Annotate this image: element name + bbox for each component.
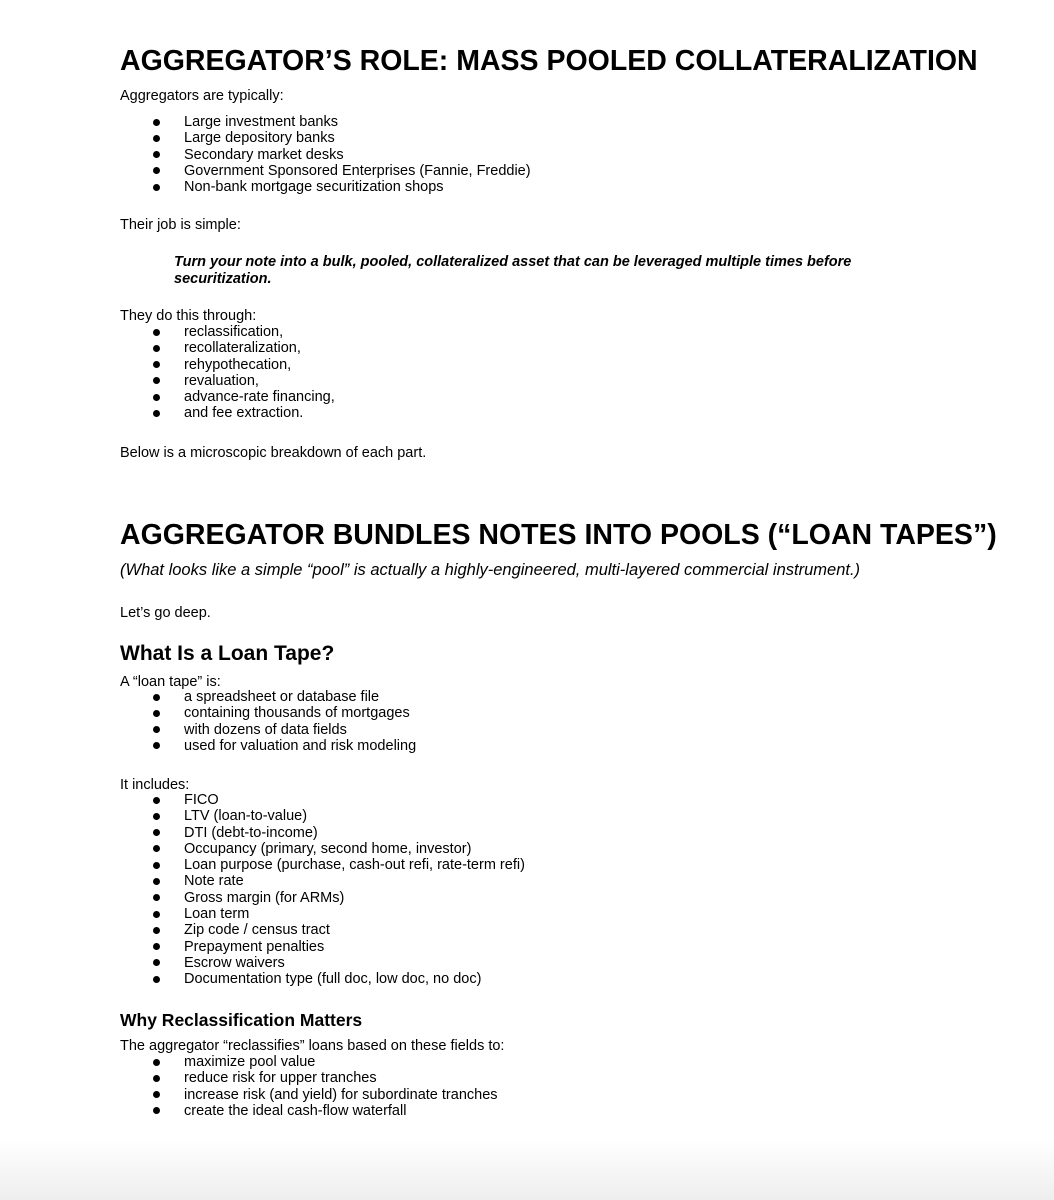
bullet-icon (153, 694, 160, 701)
list-item: rehypothecation, (120, 357, 335, 373)
bullet-icon (153, 710, 160, 717)
bullet-icon (153, 135, 160, 142)
bullet-icon (153, 167, 160, 174)
list-item: Loan term (120, 906, 525, 922)
list-item: reclassification, (120, 324, 335, 340)
bullet-icon (153, 394, 160, 401)
list-item: reduce risk for upper tranches (120, 1070, 498, 1086)
list-item: Large depository banks (120, 130, 531, 146)
list-item: Note rate (120, 873, 525, 889)
bullet-icon (153, 829, 160, 836)
list-item: Large investment banks (120, 114, 531, 130)
reclassification-goals-list (120, 1054, 498, 1119)
list-item: FICO (120, 792, 525, 808)
section-heading-aggregator-role: AGGREGATOR’S ROLE: MASS POOLED COLLATERALIZATION (120, 45, 978, 77)
list-item: a spreadsheet or database file (120, 689, 416, 705)
bullet-icon (153, 726, 160, 733)
bullet-icon (153, 976, 160, 983)
loan-tape-intro: A “loan tape” is: (120, 674, 221, 690)
list-item: create the ideal cash-flow waterfall (120, 1103, 498, 1119)
aggregators-intro: Aggregators are typically: (120, 88, 284, 104)
bullet-icon (153, 943, 160, 950)
bullet-icon (153, 410, 160, 417)
section-subtitle: (What looks like a simple “pool” is actually a highly-engineered, multi-layered commercial instrument.) (120, 561, 861, 579)
bullet-icon (153, 1091, 160, 1098)
bullet-icon (153, 862, 160, 869)
methods-intro: They do this through: (120, 308, 257, 324)
list-item: advance-rate financing, (120, 389, 335, 405)
list-item: Non-bank mortgage securitization shops (120, 179, 531, 195)
bullet-icon (153, 894, 160, 901)
bullet-icon (153, 797, 160, 804)
page-bottom-shadow (0, 1140, 1054, 1200)
list-item: Documentation type (full doc, low doc, no doc) (120, 971, 525, 987)
job-intro: Their job is simple: (120, 217, 241, 233)
bullet-icon (153, 1107, 160, 1114)
bullet-icon (153, 1075, 160, 1082)
loan-tape-definition-list (120, 689, 416, 754)
list-item: used for valuation and risk modeling (120, 738, 416, 754)
loan-tape-fields-list (120, 792, 525, 988)
bullet-icon (153, 959, 160, 966)
bullet-icon (153, 329, 160, 336)
list-item: DTI (debt-to-income) (120, 825, 525, 841)
list-item: Secondary market desks (120, 147, 531, 163)
list-item: Gross margin (for ARMs) (120, 890, 525, 906)
methods-list (120, 324, 335, 422)
heading-what-is-loan-tape: What Is a Loan Tape? (120, 642, 335, 665)
list-item: Government Sponsored Enterprises (Fannie, Freddie) (120, 163, 531, 179)
list-item: LTV (loan-to-value) (120, 808, 525, 824)
breakdown-outro: Below is a microscopic breakdown of each part. (120, 445, 427, 461)
bullet-icon (153, 345, 160, 352)
bullet-icon (153, 119, 160, 126)
list-item: Zip code / census tract (120, 922, 525, 938)
bullet-icon (153, 813, 160, 820)
lead-text: Let’s go deep. (120, 605, 211, 621)
list-item: containing thousands of mortgages (120, 705, 416, 721)
list-item: revaluation, (120, 373, 335, 389)
section-heading-loan-tapes: AGGREGATOR BUNDLES NOTES INTO POOLS (“LOAN TAPES”) (120, 519, 997, 551)
job-quote: Turn your note into a bulk, pooled, collateralized asset that can be leveraged multiple times before securitization. (174, 254, 852, 287)
bullet-icon (153, 151, 160, 158)
list-item: Prepayment penalties (120, 939, 525, 955)
list-item: recollateralization, (120, 340, 335, 356)
bullet-icon (153, 184, 160, 191)
bullet-icon (153, 911, 160, 918)
heading-why-reclassification: Why Reclassification Matters (120, 1010, 363, 1030)
bullet-icon (153, 377, 160, 384)
bullet-icon (153, 845, 160, 852)
aggregator-types-list (120, 114, 531, 195)
bullet-icon (153, 361, 160, 368)
bullet-icon (153, 927, 160, 934)
bullet-icon (153, 742, 160, 749)
list-item: with dozens of data fields (120, 722, 416, 738)
list-item: increase risk (and yield) for subordinate tranches (120, 1087, 498, 1103)
bullet-icon (153, 1059, 160, 1066)
reclassification-intro: The aggregator “reclassifies” loans based on these fields to: (120, 1038, 505, 1054)
list-item: Occupancy (primary, second home, investor) (120, 841, 525, 857)
list-item: and fee extraction. (120, 405, 335, 421)
bullet-icon (153, 878, 160, 885)
includes-intro: It includes: (120, 777, 190, 793)
list-item: Loan purpose (purchase, cash-out refi, rate-term refi) (120, 857, 525, 873)
list-item: Escrow waivers (120, 955, 525, 971)
list-item: maximize pool value (120, 1054, 498, 1070)
